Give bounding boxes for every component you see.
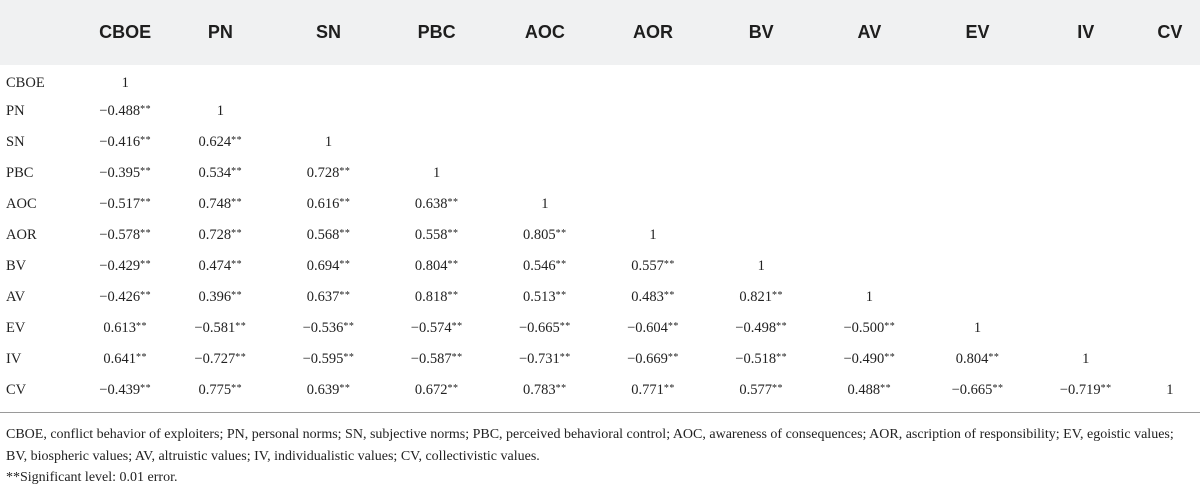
cell-value: 0.771	[631, 382, 664, 398]
cell-value: −0.536	[302, 320, 344, 336]
cell-value: 0.804	[414, 258, 448, 274]
cell-value: −0.488	[99, 103, 141, 119]
table-cell	[383, 313, 491, 344]
column-header-pbc: PBC	[417, 22, 456, 42]
table-cell	[84, 127, 166, 158]
cell-value: −0.669	[627, 351, 668, 367]
significance-marker: **	[880, 383, 892, 394]
table-cell	[383, 96, 491, 127]
significance-marker: **	[231, 259, 243, 270]
significance-marker: **	[140, 383, 152, 394]
significance-marker: **	[140, 197, 152, 208]
table-cell	[599, 282, 707, 313]
column-header-pn: PN	[207, 22, 233, 42]
cell-value: 0.483	[631, 289, 664, 305]
significance-marker: **	[884, 352, 896, 363]
significance-marker: **	[235, 352, 247, 363]
table-cell	[1140, 65, 1200, 96]
table-cell	[383, 220, 491, 251]
table-cell	[491, 96, 599, 127]
cell-value: 1	[973, 320, 982, 336]
cell-value: 0.637	[306, 289, 340, 305]
table-cell	[707, 220, 815, 251]
table-cell	[383, 127, 491, 158]
table-cell	[274, 344, 382, 375]
table-cell	[923, 189, 1031, 220]
table-row	[0, 96, 1200, 127]
table-cell	[491, 251, 599, 282]
significance-marker: **	[136, 352, 147, 363]
significance-marker: **	[140, 104, 152, 115]
table-cell	[383, 189, 491, 220]
table-cell	[166, 220, 274, 251]
table-cell	[274, 251, 382, 282]
cell-value: −0.518	[735, 351, 777, 367]
table-cell	[1032, 65, 1140, 96]
table-cell	[166, 189, 274, 220]
cell-value: −0.578	[99, 227, 141, 243]
cell-value: −0.490	[843, 351, 885, 367]
table-cell	[274, 282, 382, 313]
table-cell	[707, 313, 815, 344]
table-cell	[383, 65, 491, 96]
table-cell	[599, 96, 707, 127]
table-cell	[383, 344, 491, 375]
table-row	[0, 344, 1200, 375]
cell-value: 0.783	[523, 382, 556, 398]
significance-marker: **	[663, 383, 675, 394]
table-cell	[274, 375, 382, 406]
table-cell	[815, 344, 923, 375]
table-body	[0, 65, 1200, 406]
table-cell	[815, 251, 923, 282]
cell-value: −0.574	[410, 320, 452, 336]
table-cell	[84, 282, 166, 313]
table-cell	[491, 282, 599, 313]
row-label: BV	[6, 258, 27, 274]
table-cell	[1140, 251, 1200, 282]
cell-value: 0.577	[739, 382, 772, 398]
table-cell	[84, 375, 166, 406]
table-cell	[383, 282, 491, 313]
table-cell	[1140, 344, 1200, 375]
table-cell	[707, 344, 815, 375]
column-header-aoc: AOC	[524, 22, 565, 42]
table-cell	[923, 313, 1031, 344]
cell-value: 0.568	[306, 227, 340, 243]
significance-marker: **	[339, 290, 351, 301]
significance-marker: **	[339, 166, 351, 177]
table-cell	[1140, 313, 1200, 344]
table-cell	[1032, 282, 1140, 313]
table-cell	[166, 127, 274, 158]
row-label: PBC	[6, 165, 34, 181]
table-cell	[1032, 158, 1140, 189]
table-cell	[491, 313, 599, 344]
significance-marker: **	[667, 321, 679, 332]
significance-marker: **	[339, 383, 351, 394]
cell-value: −0.439	[99, 382, 141, 398]
table-cell	[815, 65, 923, 96]
table-cell	[599, 313, 707, 344]
significance-marker: **	[772, 383, 783, 394]
table-cell	[166, 344, 274, 375]
cell-value: 1	[216, 103, 224, 119]
cell-value: 0.775	[198, 382, 232, 398]
cell-value: −0.500	[843, 320, 885, 336]
table-row	[0, 313, 1200, 344]
table-cell	[383, 158, 491, 189]
significance-marker: **	[140, 135, 152, 146]
cell-value: 0.672	[414, 382, 448, 398]
table-row	[0, 375, 1200, 406]
cell-value: 1	[1082, 351, 1090, 367]
table-cell	[491, 65, 599, 96]
significance-marker: **	[772, 290, 783, 301]
cell-value: 0.694	[306, 258, 340, 274]
row-label: CV	[6, 382, 27, 398]
cell-value: 1	[1166, 382, 1174, 398]
significance-marker: **	[231, 166, 243, 177]
cell-value: 0.488	[847, 382, 881, 398]
column-header-aor: AOR	[633, 22, 674, 42]
table-cell	[1140, 189, 1200, 220]
table-cell	[599, 344, 707, 375]
cell-value: −0.587	[410, 351, 452, 367]
table-cell	[707, 282, 815, 313]
row-label: PN	[6, 103, 25, 119]
table-cell	[84, 65, 166, 96]
table-cell	[383, 375, 491, 406]
table-cell	[166, 375, 274, 406]
cell-value: 0.805	[523, 227, 556, 243]
table-cell	[1140, 375, 1200, 406]
table-cell	[707, 158, 815, 189]
table-cell	[599, 251, 707, 282]
column-header-sn: SN	[316, 22, 342, 42]
cell-value: −0.517	[99, 196, 141, 212]
row-label: AV	[6, 289, 26, 305]
significance-marker: **	[559, 321, 571, 332]
table-row	[0, 220, 1200, 251]
cell-value: −0.719	[1059, 382, 1101, 398]
table-cell	[815, 189, 923, 220]
cell-value: 0.558	[414, 227, 448, 243]
significance-marker: **	[140, 166, 152, 177]
table-cell	[491, 220, 599, 251]
cell-value: −0.595	[302, 351, 344, 367]
table-cell	[274, 189, 382, 220]
cell-value: 1	[121, 75, 129, 91]
table-cell	[1032, 189, 1140, 220]
table-cell	[815, 158, 923, 189]
table-cell	[599, 189, 707, 220]
cell-value: 0.396	[198, 289, 232, 305]
significance-marker: **	[339, 228, 351, 239]
significance-marker: **	[776, 352, 788, 363]
table-cell	[274, 127, 382, 158]
significance-marker: **	[140, 259, 152, 270]
row-label: CBOE	[6, 75, 45, 91]
table-cell	[274, 65, 382, 96]
table-cell	[1032, 251, 1140, 282]
table-row	[0, 65, 1200, 96]
cell-value: 0.728	[198, 227, 232, 243]
table-cell	[166, 251, 274, 282]
table-cell	[166, 158, 274, 189]
significance-marker: **	[555, 259, 567, 270]
cell-value: −0.604	[627, 320, 668, 336]
table-cell	[84, 96, 166, 127]
column-header-cboe: CBOE	[99, 22, 152, 42]
cell-value: 1	[433, 165, 441, 181]
table-cell	[815, 127, 923, 158]
cell-value: −0.429	[99, 258, 141, 274]
table-cell	[815, 282, 923, 313]
row-label: SN	[6, 134, 25, 150]
cell-value: 0.728	[306, 165, 340, 181]
table-cell	[923, 96, 1031, 127]
cell-value: 1	[649, 227, 657, 243]
significance-marker: **	[231, 135, 243, 146]
cell-value: 0.474	[198, 258, 232, 274]
cell-value: 0.616	[306, 196, 340, 212]
cell-value: 0.748	[198, 196, 232, 212]
cell-value: 0.821	[739, 289, 772, 305]
table-cell	[707, 189, 815, 220]
column-header-ev: EV	[965, 22, 990, 42]
cell-value: 0.534	[198, 165, 232, 181]
table-cell	[923, 282, 1031, 313]
table-row	[0, 158, 1200, 189]
table-cell	[923, 251, 1031, 282]
table-cell	[274, 313, 382, 344]
significance-marker: **	[235, 321, 247, 332]
significance-marker: **	[231, 290, 243, 301]
table-cell	[1032, 313, 1140, 344]
table-cell	[599, 127, 707, 158]
table-cell	[923, 158, 1031, 189]
cell-value: 0.638	[414, 196, 448, 212]
table-cell	[491, 189, 599, 220]
table-cell	[166, 65, 274, 96]
table-cell	[815, 96, 923, 127]
cell-value: 0.546	[523, 258, 556, 274]
column-header-av: AV	[857, 22, 882, 42]
cell-value: 0.513	[523, 289, 556, 305]
table-cell	[599, 220, 707, 251]
significance-marker: **	[559, 352, 571, 363]
table-cell	[84, 313, 166, 344]
column-header-blank	[0, 0, 84, 65]
table-cell	[166, 282, 274, 313]
significance-marker: **	[776, 321, 788, 332]
table-row	[0, 282, 1200, 313]
significance-marker: **	[884, 321, 896, 332]
table-cell	[1140, 220, 1200, 251]
table-cell	[707, 127, 815, 158]
table-cell	[274, 220, 382, 251]
cell-value: −0.426	[99, 289, 141, 305]
table-cell	[1140, 127, 1200, 158]
table-header-row	[0, 0, 1200, 65]
cell-value: 1	[865, 289, 873, 305]
significance-marker: **	[343, 321, 355, 332]
table-cell	[1140, 282, 1200, 313]
cell-value: −0.498	[735, 320, 777, 336]
table-cell	[923, 344, 1031, 375]
significance-marker: **	[663, 290, 675, 301]
cell-value: −0.727	[194, 351, 236, 367]
significance-marker: **	[988, 352, 1000, 363]
significance-marker: **	[447, 259, 459, 270]
significance-marker: **	[992, 383, 1004, 394]
cell-value: −0.416	[99, 134, 141, 150]
table-row	[0, 189, 1200, 220]
table-cell	[815, 220, 923, 251]
cell-value: 0.624	[198, 134, 232, 150]
significance-marker: **	[140, 290, 152, 301]
table-cell	[166, 96, 274, 127]
table-cell	[923, 220, 1031, 251]
significance-marker: **	[447, 197, 459, 208]
significance-marker: **	[663, 259, 675, 270]
table-cell	[707, 65, 815, 96]
table-cell	[1032, 220, 1140, 251]
table-cell	[599, 158, 707, 189]
table-cell	[383, 251, 491, 282]
table-cell	[84, 344, 166, 375]
significance-marker: **	[231, 197, 243, 208]
cell-value: −0.581	[194, 320, 236, 336]
table-cell	[707, 96, 815, 127]
cell-value: −0.395	[99, 165, 141, 181]
table-cell	[599, 65, 707, 96]
table-row	[0, 251, 1200, 282]
significance-marker: **	[231, 383, 243, 394]
table-cell	[491, 127, 599, 158]
significance-marker: **	[231, 228, 243, 239]
table-cell	[1140, 96, 1200, 127]
cell-value: −0.731	[518, 351, 560, 367]
significance-marker: **	[1100, 383, 1112, 394]
abbreviations-note: CBOE, conflict behavior of exploiters; PN, personal norms; SN, subjective norms; PBC, perceived behavioral control; AOC, awareness of consequences; AOR, ascription of responsibility; EV, egoistic values; BV, biospheric values; AV, altruistic values; IV, individualistic values; CV, collectivistic values.	[6, 427, 1174, 464]
table-cell	[274, 158, 382, 189]
table-cell	[84, 189, 166, 220]
table-cell	[923, 127, 1031, 158]
table-bottom-rule	[0, 412, 1200, 413]
table-cell	[815, 375, 923, 406]
table-cell	[274, 96, 382, 127]
table-cell	[923, 65, 1031, 96]
significance-marker: **	[555, 290, 567, 301]
significance-marker: **	[339, 197, 351, 208]
table-cell	[84, 220, 166, 251]
row-label: IV	[6, 351, 22, 367]
table-cell	[599, 375, 707, 406]
row-label: AOC	[6, 196, 37, 212]
significance-marker: **	[555, 383, 567, 394]
table-cell	[84, 251, 166, 282]
table-notes	[6, 424, 1194, 489]
table-cell	[1140, 158, 1200, 189]
cell-value: 0.818	[414, 289, 448, 305]
significance-marker: **	[555, 228, 567, 239]
cell-value: 0.639	[306, 382, 340, 398]
table-cell	[491, 344, 599, 375]
table-cell	[923, 375, 1031, 406]
significance-marker: **	[339, 259, 351, 270]
cell-value: 1	[541, 196, 549, 212]
significance-marker: **	[451, 352, 463, 363]
column-header-cv: CV	[1157, 22, 1183, 42]
table-cell	[815, 313, 923, 344]
significance-marker: **	[451, 321, 463, 332]
cell-value: 0.613	[103, 320, 136, 336]
significance-marker: **	[447, 290, 459, 301]
table-cell	[491, 158, 599, 189]
table-cell	[707, 251, 815, 282]
significance-marker: **	[667, 352, 679, 363]
row-label: EV	[6, 320, 26, 336]
table-cell	[1032, 344, 1140, 375]
table-cell	[166, 313, 274, 344]
table-cell	[1032, 127, 1140, 158]
significance-marker: **	[140, 228, 152, 239]
significance-marker: **	[447, 383, 459, 394]
cell-value: 1	[324, 134, 333, 150]
table-cell	[707, 375, 815, 406]
column-header-bv: BV	[748, 22, 774, 42]
row-label: AOR	[6, 227, 37, 243]
cell-value: 0.557	[631, 258, 664, 274]
significance-marker: **	[136, 321, 147, 332]
table-row	[0, 127, 1200, 158]
table-cell	[491, 375, 599, 406]
table-cell	[84, 158, 166, 189]
cell-value: −0.665	[518, 320, 560, 336]
column-header-iv: IV	[1077, 22, 1095, 42]
significance-marker: **	[343, 352, 355, 363]
cell-value: 0.804	[955, 351, 989, 367]
table-cell	[1032, 96, 1140, 127]
significance-marker: **	[447, 228, 459, 239]
table-cell	[1032, 375, 1140, 406]
significance-note: **Significant level: 0.01 error.	[6, 470, 178, 485]
cell-value: −0.665	[951, 382, 993, 398]
cell-value: 0.641	[103, 351, 136, 367]
cell-value: 1	[757, 258, 765, 274]
